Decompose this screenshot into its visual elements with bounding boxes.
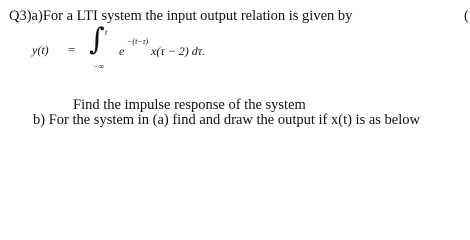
integral-upper-limit: t bbox=[105, 28, 108, 37]
equation-lhs: y(t) bbox=[32, 43, 49, 57]
part-b-text: b) For the system in (a) find and draw the output if x(t) is as below bbox=[33, 112, 420, 128]
equals-sign: = bbox=[68, 42, 76, 57]
exponent: −(t−τ) bbox=[127, 37, 149, 46]
part-a-text: Find the impulse response of the system bbox=[73, 97, 306, 113]
cut-off-character: ( bbox=[464, 8, 469, 24]
integral-lower-limit: −∞ bbox=[93, 62, 105, 71]
question-title: Q3)a)For a LTI system the input output relation is given by bbox=[9, 8, 353, 24]
integrand-rest: x(τ − 2) dτ. bbox=[151, 44, 206, 58]
exponential-base: e bbox=[119, 44, 125, 58]
equation bbox=[32, 22, 332, 78]
integral-sign: ∫ bbox=[89, 22, 105, 57]
